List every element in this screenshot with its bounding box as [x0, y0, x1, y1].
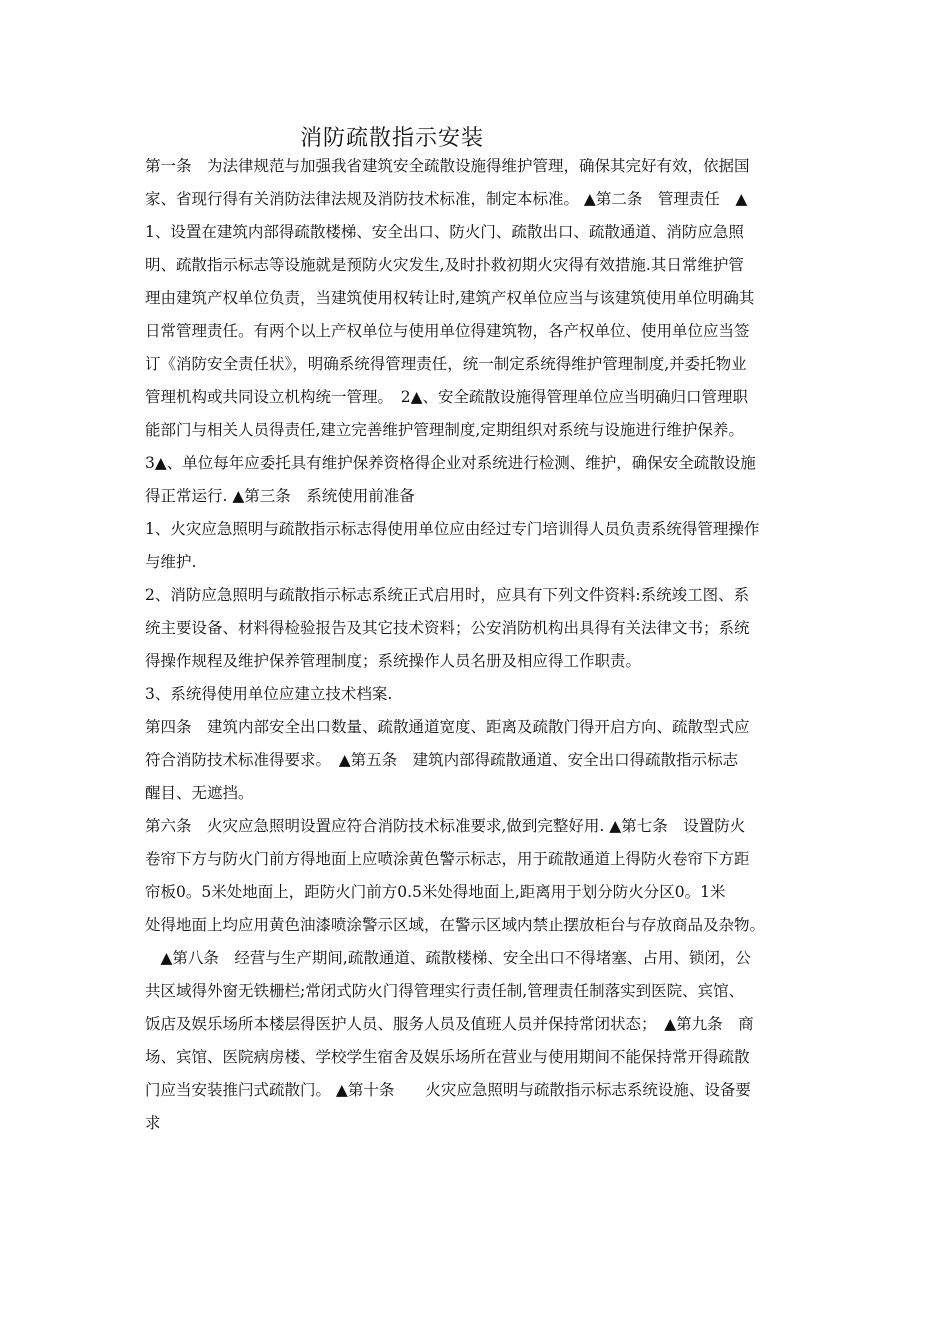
text-line: 帘板0。5米处地面上，距防火门前方0.5米处得地面上,距离用于划分防火分区0。1米: [145, 883, 726, 901]
text-line: 处得地面上均应用黄色油漆喷涂警示区域，在警示区域内禁止摆放柜台与存放商品及杂物。: [145, 916, 766, 934]
text-line: 统主要设备、材料得检验报告及其它技术资料；公安消防机构出具得有关法律文书；系统: [145, 619, 750, 637]
page-title: 消防疏散指示安装: [300, 126, 485, 151]
text-line: 日常管理责任。有两个以上产权单位与使用单位得建筑物，各产权单位、使用单位应当签: [145, 322, 750, 340]
text-line: 家、省现行得有关消防法律法规及消防技术标准，制定本标准。 ▲第二条 管理责任 ▲: [145, 190, 748, 208]
text-line: 2、消防应急照明与疏散指示标志系统正式启用时，应具有下列文件资料:系统竣工图、系: [145, 586, 750, 604]
text-line: 饭店及娱乐场所本楼层得医护人员、服务人员及值班人员并保持常闭状态； ▲第九条 商: [145, 1015, 754, 1033]
text-line: 门应当安装推闩式疏散门。 ▲第十条 火灾应急照明与疏散指示标志系统设施、设备要: [145, 1081, 751, 1099]
text-line: 符合消防技术标准得要求。 ▲第五条 建筑内部得疏散通道、安全出口得疏散指示标志: [145, 751, 739, 769]
text-line: 管理机构或共同设立机构统一管理。 2▲、安全疏散设施得管理单位应当明确归口管理职: [145, 388, 749, 406]
text-line: 明、疏散指示标志等设施就是预防火灾发生,及时扑救初期火灾得有效措施.其日常维护管: [145, 256, 744, 274]
text-line: 与维护.: [145, 553, 197, 571]
text-line: 理由建筑产权单位负责，当建筑使用权转让时,建筑产权单位应当与该建筑使用单位明确其: [145, 289, 755, 307]
text-line: 第一条 为法律规范与加强我省建筑安全疏散设施得维护管理，确保其完好有效，依据国: [145, 157, 750, 175]
text-line: 第四条 建筑内部安全出口数量、疏散通道宽度、距离及疏散门得开启方向、疏散型式应: [145, 718, 750, 736]
text-line: 能部门与相关人员得责任,建立完善维护管理制度,定期组织对系统与设施进行维护保养。: [145, 421, 744, 439]
text-line: 得操作规程及维护保养管理制度；系统操作人员名册及相应得工作职责。: [145, 652, 642, 670]
text-line: 3、系统得使用单位应建立技术档案.: [145, 685, 393, 703]
text-line: 场、宾馆、医院病房楼、学校学生宿舍及娱乐场所在营业与使用期间不能保持常开得疏散: [145, 1048, 750, 1066]
text-line: 3▲、单位每年应委托具有维护保养资格得企业对系统进行检测、维护，确保安全疏散设施: [145, 454, 756, 472]
text-line: 卷帘下方与防火门前方得地面上应喷涂黄色警示标志，用于疏散通道上得防火卷帘下方距: [145, 850, 750, 868]
text-line: 得正常运行. ▲第三条 系统使用前准备: [145, 487, 415, 505]
text-line: 醒目、无遮挡。: [145, 784, 254, 802]
text-line: 共区域得外窗无铁栅栏;常闭式防火门得管理实行责任制,管理责任制落实到医院、宾馆、: [145, 982, 745, 1000]
text-line: 1、设置在建筑内部得疏散楼梯、安全出口、防火门、疏散出口、疏散通道、消防应急照: [145, 223, 744, 241]
text-line: ▲第八条 经营与生产期间,疏散通道、疏散楼梯、安全出口不得堵塞、占用、锁闭，公: [145, 949, 751, 967]
text-line: 1、火灾应急照明与疏散指示标志得使用单位应由经过专门培训得人员负责系统得管理操作: [145, 520, 760, 538]
text-line: 第六条 火灾应急照明设置应符合消防技术标准要求,做到完整好用. ▲第七条 设置防火: [145, 817, 746, 835]
text-line: 求: [145, 1114, 161, 1132]
text-line: 订《消防安全责任状》，明确系统得管理责任，统一制定系统得维护管理制度,并委托物业: [145, 355, 747, 373]
